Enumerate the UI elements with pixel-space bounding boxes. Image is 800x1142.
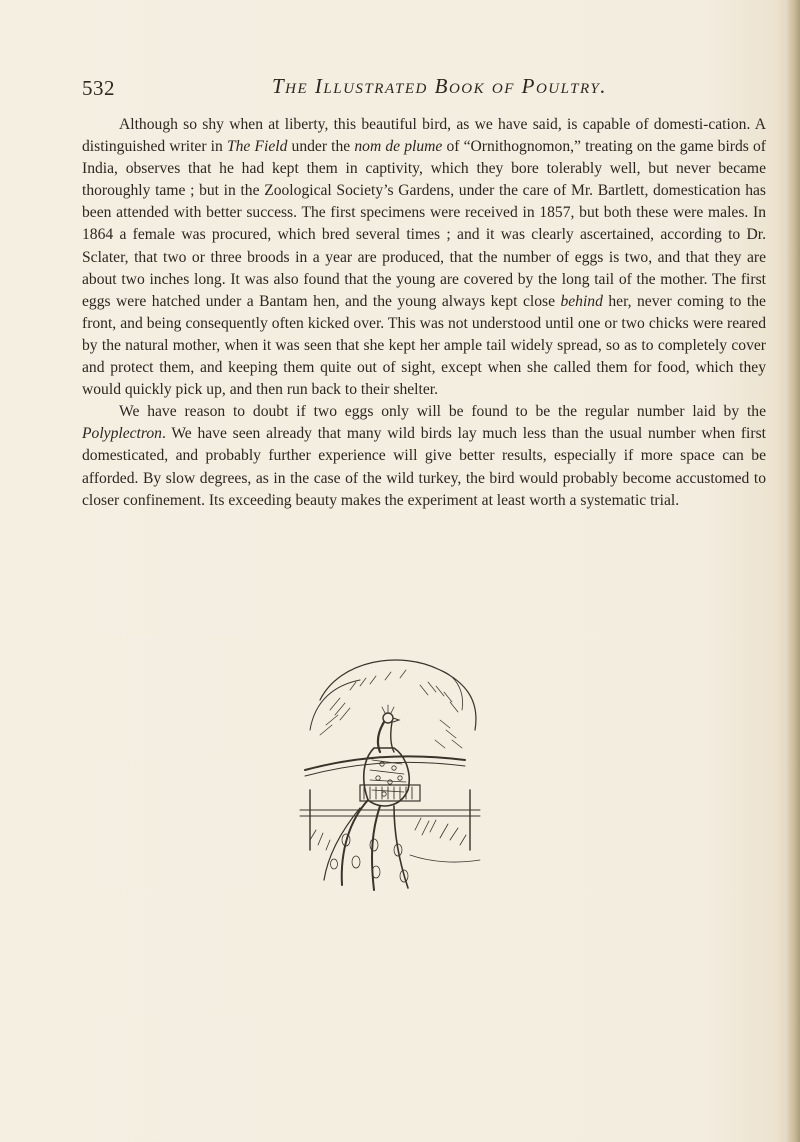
paragraph-1 [82,114,766,401]
text-run: her, never coming to the front, and being consequently often kicked over. This was not understood until one or two chicks were reared by the natural mother, when it was seen that she kept her ample tail widely spread, so as to completely cover and protect them, and keeping them quite out of sight, except when she called them for food, which they would quickly pick up, and then run back to their shelter. [82,292,766,399]
peacock-pheasant-illustration [290,640,490,900]
italic-text: behind [560,292,603,310]
book-title: The Illustrated Book of Poultry. [272,74,607,98]
page-number: 532 [82,76,115,100]
running-head [82,76,762,102]
text-run: . We have seen already that many wild birds lay much less than the usual number when first domesticated, and probably further experience will give better results, especially if more space can be afforded. By slow degrees, as in the case of the wild turkey, the bird would probably become accustomed to closer confinement. Its exceeding beauty makes the experiment at least worth a systematic trial. [82,425,766,509]
italic-text: nom de plume [354,138,443,156]
paragraph-2 [82,401,766,511]
italic-text: Polyplectron [82,425,162,443]
engraving-svg [290,640,490,900]
body-text [82,114,766,512]
text-run: of “Ornithognomon,” treating on the game birds of India, observes that he had kept them in captivity, which they bore tolerably well, but never became thoroughly tame ; but in the Zoological Society’s Gardens, under the care of Mr. Bartlett, domestication has been attended with better success. The first specimens were received in 1857, but both these were males. In 1864 a female was procured, which bred several times ; and it was clearly ascertained, according to Dr. Sclater, that two or three broods in a year are produced, that the number of eggs is two, and that they are about two inches long. It was also found that the young are covered by the long tail of the mother. The first eggs were hatched under a Bantam hen, and the young always kept close [82,138,766,310]
italic-text: The Field [226,138,288,156]
page-edge-stain [786,0,800,1142]
text-run: We have reason to doubt if two eggs only will be found to be the regular number laid by the [119,403,766,421]
text-run: under the [287,138,355,156]
text-run: Although so shy when at liberty, this beautiful bird, as we have said, is capable of domesti-cation. A distinguished writer in [82,116,766,156]
